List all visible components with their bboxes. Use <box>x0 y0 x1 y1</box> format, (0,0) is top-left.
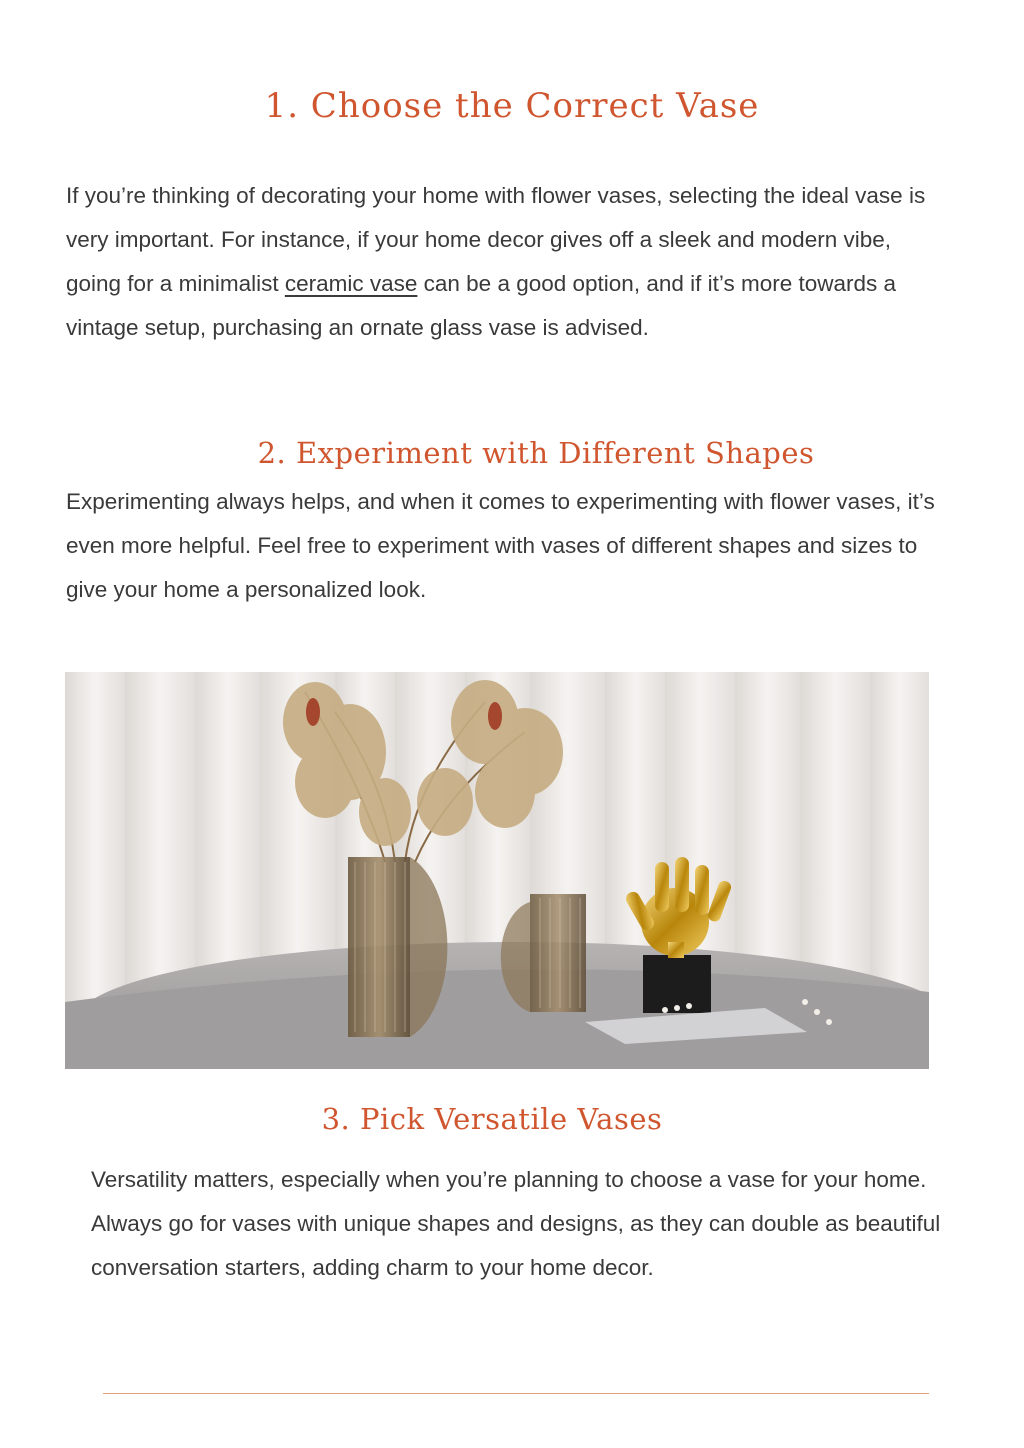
section-1-text-before-link: If you’re thinking of decorating your home with flower vases, selecting the ideal vase is very important. For instance, if your home decor gives off a sleek and modern vibe, going for a minimalist <box>66 183 926 296</box>
section-1-heading: 1. Choose the Correct Vase <box>264 86 760 126</box>
section-1-paragraph <box>66 174 946 350</box>
section-1-text-after-link: can be a good option, and if it’s more towards a vintage setup, purchasing an ornate glass vase is advised. <box>66 271 897 340</box>
vases-photo-icon <box>65 672 929 1069</box>
footer-divider <box>103 1393 929 1394</box>
ceramic-vase-link[interactable]: ceramic vase <box>284 271 418 296</box>
section-3-heading: 3. Pick Versatile Vases <box>321 1102 663 1136</box>
section-2-paragraph: Experimenting always helps, and when it comes to experimenting with flower vases, it’s even more helpful. Feel free to experiment with vases of different shapes and sizes to give your home a personalized look. <box>66 489 935 602</box>
vases-photo <box>65 672 929 1069</box>
section-2-heading: 2. Experiment with Different Shapes <box>257 436 815 470</box>
section-3-paragraph: Versatility matters, especially when you’re planning to choose a vase for your home. Always go for vases with unique shapes and designs, as they can double as beautiful conversation starters, adding charm to your home decor. <box>91 1167 941 1280</box>
